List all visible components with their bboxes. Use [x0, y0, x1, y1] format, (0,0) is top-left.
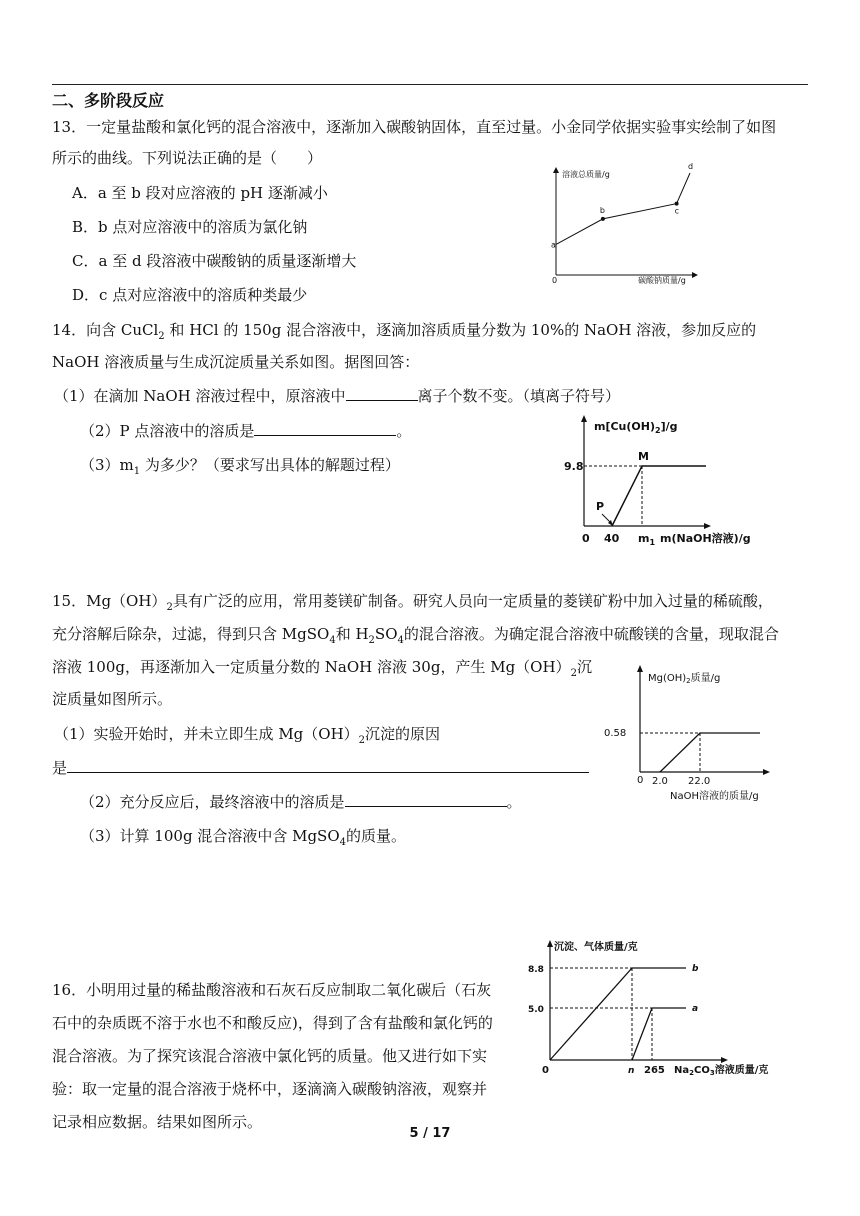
q15-stem2-sub2: 2 — [368, 635, 375, 646]
q13-label-c: c — [674, 206, 680, 216]
q15-stem2-a: 充分溶解后除杂，过滤，得到只含 MgSO — [52, 625, 330, 643]
page-number: 5 / 17 — [409, 1126, 451, 1141]
q14-ylabel: $m[Cu(OH)_2]/g$ — [594, 420, 678, 435]
q15-stem2-sub1: 4 — [329, 635, 336, 646]
q14-part3-a: （3）m — [80, 456, 134, 474]
q14-part2-b: 。 — [396, 422, 412, 440]
q15-stem1-a: 15．Mg（OH） — [52, 592, 167, 610]
q15-part1-blank[interactable] — [67, 758, 589, 773]
q13-option-d: D．c 点对应溶液中的溶质种类最少 — [72, 286, 308, 304]
header-rule — [52, 84, 808, 85]
q16-xlabel: $Na_2CO_3$溶液质量/克 — [674, 1065, 769, 1077]
q15-part1-a: （1）实验开始时，并未立即生成 Mg（OH） — [54, 725, 359, 743]
q13-ylabel: 溶液总质量/g — [562, 170, 610, 179]
q14-label-p: P — [596, 500, 605, 513]
q15-part1-sub: 2 — [358, 735, 366, 746]
q13-origin: 0 — [552, 276, 558, 285]
q13-option-c: C．a 至 d 段溶液中碳酸钠的质量逐渐增大 — [72, 252, 357, 270]
q14-xtick-m1: $m_1$ — [638, 532, 656, 547]
q14-part3-sub: 1 — [133, 466, 141, 477]
q15-part1 — [54, 724, 440, 751]
q14-label-m: M — [638, 450, 649, 463]
section-title: 二、多阶段反应 — [52, 91, 165, 110]
q14-part2 — [80, 421, 411, 441]
q14-part2-blank[interactable] — [254, 421, 396, 436]
q13-stem-line1: 13．一定量盐酸和氯化钙的混合溶液中，逐渐加入碳酸钠固体，直至过量。小金同学依据实验事实绘制了如图 — [52, 118, 777, 136]
q14-x-arrow — [704, 523, 711, 529]
q15-stem1-sub: 2 — [166, 602, 173, 613]
q16-line3: 混合溶液。为了探究该混合溶液中氯化钙的质量。他又进行如下实 — [52, 1047, 488, 1065]
q15-ylabel: $Mg(OH)_2$质量/g — [648, 673, 721, 685]
q13-label-a: a — [551, 240, 556, 250]
q14-stem1-b: 和 HCl 的 150g 混合溶液中，逐滴加溶质质量分数为 10%的 NaOH 溶液，参加反应的 — [164, 321, 757, 339]
q13-xlabel: 碳酸钠质量/g — [638, 276, 686, 285]
q14-xlabel: m(NaOH溶液)/g — [660, 532, 751, 545]
q16-line5: 记录相应数据。结果如图所示。 — [52, 1113, 263, 1131]
q13-stem-line2: 所示的曲线。下列说法正确的是（ ） — [52, 149, 323, 167]
q15-xtick-2.0: 2.0 — [652, 776, 668, 787]
q15-stem-line4: 淀质量如图所示。 — [52, 690, 173, 708]
q16-ytick-5.0: 5.0 — [528, 1005, 544, 1015]
q13-chart — [540, 163, 700, 285]
q15-stem3-sub: 2 — [570, 668, 577, 679]
q15-part2-a: （2）充分反应后，最终溶液中的溶质是 — [80, 793, 345, 811]
q16-label-b: b — [692, 964, 699, 974]
q15-stem3-a: 溶液 100g，再逐渐加入一定质量分数的 NaOH 溶液 30g，产生 Mg（OH） — [52, 658, 571, 676]
q15-part3-b: 的质量。 — [346, 827, 407, 845]
q16-x-arrow — [721, 1057, 728, 1063]
q15-stem3-b: 沉 — [576, 658, 592, 676]
q16-line1: 16．小明用过量的稀盐酸溶液和石灰石反应制取二氧化碳后（石灰 — [52, 981, 492, 999]
q15-part3-sub: 4 — [339, 837, 346, 848]
q15-ytick-0.58: 0.58 — [604, 728, 627, 739]
q14-part1-blank[interactable] — [346, 386, 418, 401]
q16-series-b — [550, 968, 686, 1060]
q16-xtick-n: n — [628, 1066, 635, 1076]
q13-point-c — [675, 202, 679, 206]
q14-stem1-sub: 2 — [158, 331, 165, 342]
q15-stem-line2 — [52, 624, 779, 651]
q13-option-b: B．b 点对应溶液中的溶质为氯化钠 — [72, 218, 308, 236]
q14-part1-b: 离子个数不变。（填离子符号） — [417, 387, 621, 405]
q16-line4: 验：取一定量的混合溶液于烧杯中，逐滴滴入碳酸钠溶液，观察并 — [52, 1080, 488, 1098]
q15-stem1-b: 具有广泛的应用，常用菱镁矿制备。研究人员向一定质量的菱镁矿粉中加入过量的稀硫酸， — [172, 592, 773, 610]
q14-y-arrow — [581, 415, 587, 422]
q13-label-d: d — [688, 163, 694, 171]
q16-ylabel: 沉淀、气体质量/克 — [554, 942, 638, 953]
q15-part2-b: 。 — [506, 793, 522, 811]
q16-xtick-265: 265 — [644, 1065, 665, 1076]
q15-part3-a: （3）计算 100g 混合溶液中含 MgSO — [80, 827, 340, 845]
q16-y-arrow — [547, 940, 553, 947]
q14-part2-a: （2）P 点溶液中的溶质是 — [80, 422, 255, 440]
q14-part3-b: 为多少？（要求写出具体的解题过程） — [140, 456, 400, 474]
q14-xtick-40: 40 — [604, 532, 620, 545]
q16-line2: 石中的杂质既不溶于水也不和酸反应)，得到了含有盐酸和氯化钙的 — [52, 1014, 493, 1032]
q13-point-b — [601, 217, 605, 221]
q13-curve — [556, 173, 690, 244]
q13-y-arrow — [553, 167, 559, 173]
q16-ytick-8.8: 8.8 — [528, 965, 544, 975]
q15-xtick-22.0: 22.0 — [688, 776, 711, 787]
q15-origin: 0 — [637, 775, 644, 786]
q15-part3 — [80, 826, 406, 853]
q15-part1-c: 是 — [52, 759, 68, 777]
q13-option-a: A．a 至 b 段对应溶液的 pH 逐渐减小 — [72, 184, 328, 202]
q14-stem1-a: 14．向含 CuCl — [52, 321, 159, 339]
q15-curve — [660, 733, 760, 772]
q14-stem-line2: NaOH 溶液质量与生成沉淀质量关系如图。据图回答： — [52, 353, 420, 371]
q14-ytick-9.8: 9.8 — [564, 460, 584, 473]
q15-x-arrow — [763, 769, 770, 775]
q15-stem-line1 — [52, 591, 773, 618]
q15-stem2-c: SO — [374, 625, 398, 643]
q14-part3 — [80, 455, 400, 482]
q16-label-a: a — [692, 1004, 699, 1014]
q15-part1-b: 沉淀的原因 — [365, 725, 441, 743]
q16-chart — [526, 932, 786, 1082]
q15-xlabel: NaOH溶液的质量/g — [670, 791, 759, 802]
q13-x-arrow — [692, 272, 698, 278]
q15-part1-answer — [52, 758, 589, 778]
q15-part2-blank[interactable] — [345, 792, 507, 807]
q13-label-b: b — [599, 205, 605, 215]
q16-origin: 0 — [542, 1065, 549, 1076]
q15-part2 — [80, 792, 522, 812]
q14-stem-line1 — [52, 320, 756, 347]
q15-y-arrow — [637, 665, 643, 672]
q14-chart — [560, 410, 770, 550]
q15-stem2-d: 的混合溶液。为确定混合溶液中硫酸镁的含量，现取混合 — [403, 625, 779, 643]
q16-series-a — [632, 1008, 686, 1060]
q14-curve — [612, 466, 706, 526]
q14-part1 — [54, 386, 620, 406]
q14-origin: 0 — [582, 532, 590, 545]
q15-chart — [600, 660, 780, 805]
q15-stem2-sub3: 4 — [397, 635, 404, 646]
q14-part1-a: （1）在滴加 NaOH 溶液过程中，原溶液中 — [54, 387, 346, 405]
q15-stem-line3 — [52, 657, 592, 684]
q15-stem2-b: 和 H — [335, 625, 369, 643]
